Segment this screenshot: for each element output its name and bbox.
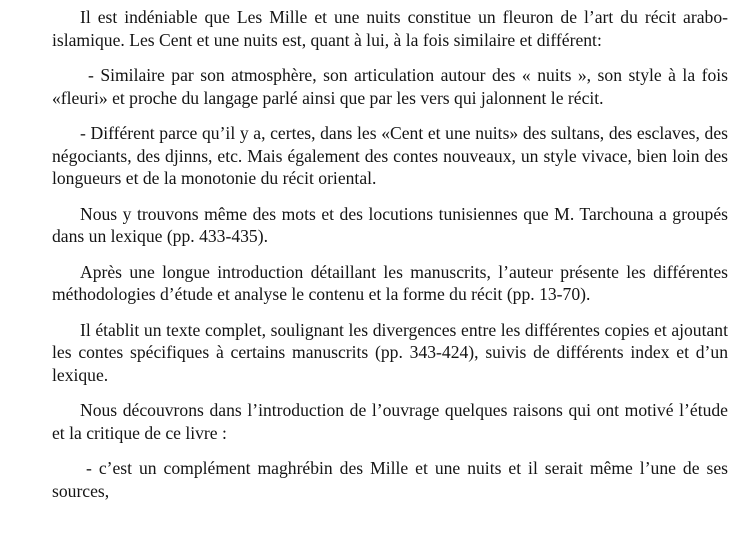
paragraph-different: - Différent parce qu’il y a, certes, dans les «Cent et une nuits» des sultans, des esclaves, des négociants, des djinns, etc. Mais également des contes nouveaux, un style vivace, bien loin des longueurs et de la monotonie du récit oriental. — [52, 123, 728, 188]
paragraph-introduction-analysis: Après une longue introduction détaillant les manuscrits, l’auteur présente les différentes méthodologies d’étude et analyse le contenu et la forme du récit (pp. 13-70). — [52, 261, 728, 304]
paragraph-complete-text: Il établit un texte complet, soulignant les divergences entre les différentes copies et ajoutant les contes spécifiques à certains manuscrits (pp. 343-424), suivis de différents index et d’un lexique. — [52, 319, 728, 385]
paragraph-complement: - c’est un complément maghrébin des Mille et une nuits et il serait même l’une de ses sources, — [52, 458, 728, 501]
paragraph-similar: - Similaire par son atmosphère, son articulation autour des « nuits », son style à la fois «fleuri» et proche du langage parlé ainsi que par les vers qui jalonnent le récit. — [52, 65, 728, 108]
paragraph-lexicon: Nous y trouvons même des mots et des locutions tunisiennes que M. Tarchouna a groupés dans un lexique (pp. 433-435). — [52, 203, 728, 246]
paragraph-intro: Il est indéniable que Les Mille et une nuits constitue un fleuron de l’art du récit arabo-islamique. Les Cent et une nuits est, quant à lui, à la fois similaire et différent: — [52, 7, 728, 50]
paragraph-reasons: Nous découvrons dans l’introduction de l’ouvrage quelques raisons qui ont motivé l’étude et la critique de ce livre : — [52, 400, 728, 443]
